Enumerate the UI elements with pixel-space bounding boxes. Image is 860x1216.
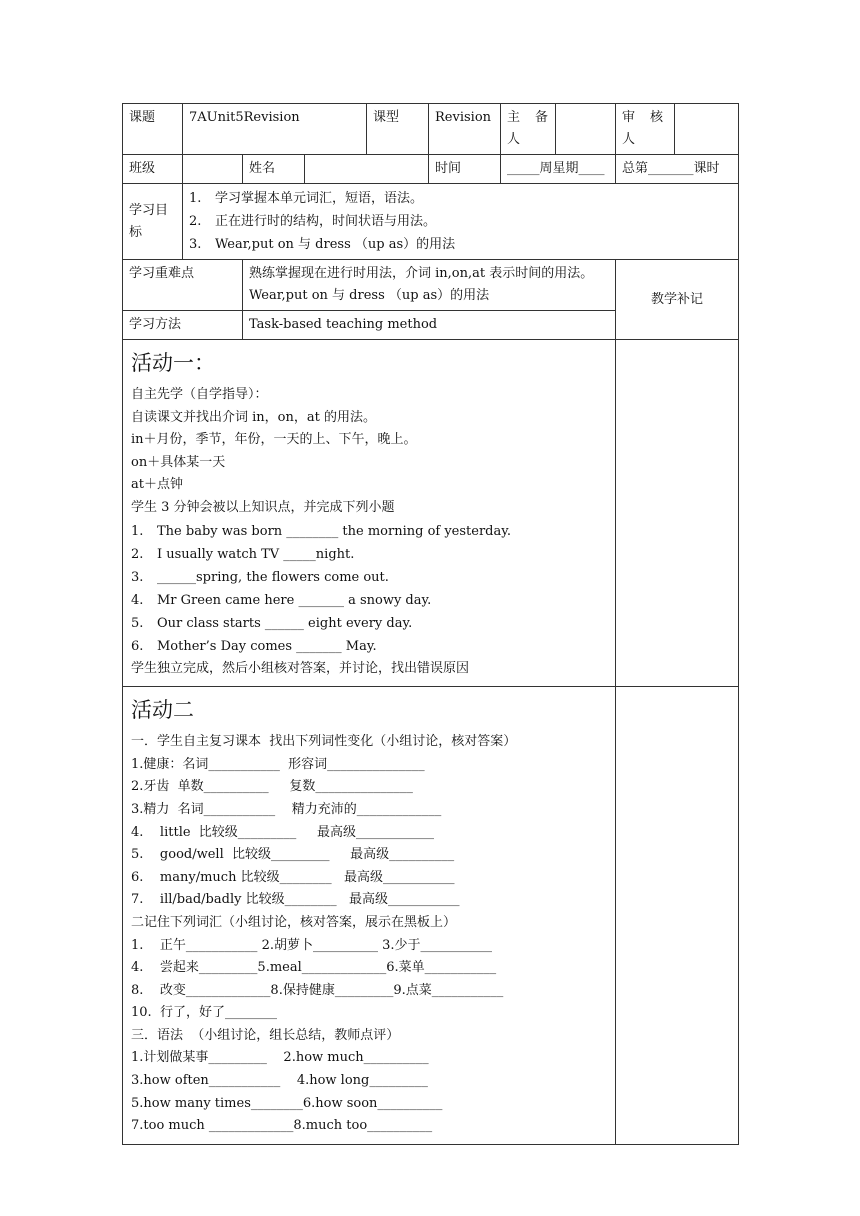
class-label: 班级 [123, 155, 183, 184]
method-value: Task-based teaching method [243, 311, 616, 340]
activity1-line: 自主先学（自学指导）： [131, 387, 268, 402]
goal-item: 1. 学习掌握本单元词汇，短语，语法。 [189, 191, 424, 206]
activity1-line: in＋月份，季节，年份，一天的上、下午，晚上。 [131, 432, 417, 448]
key-points-content: 熟练掌握现在进行时用法，介词 in,on,at 表示时间的用法。 Wear,put on 与 dress （up as）的用法 [243, 260, 616, 311]
activity1-line: 自读课文并找出介词 in，on，at 的用法。 [131, 409, 376, 425]
preparer-value [556, 104, 616, 155]
name-label: 姓名 [243, 155, 305, 184]
activity1-title: 活动一： [131, 351, 215, 375]
reviewer-label: 审 核人 [616, 104, 675, 155]
vocab-item: 1. 正午___________ 2.胡萝卜__________ 3.少于___________ [131, 937, 493, 953]
time-value: _____周星期____ [501, 155, 616, 184]
word-form-item: 2.牙齿 单数__________ 复数_______________ [131, 779, 413, 795]
method-label: 学习方法 [123, 311, 243, 340]
lesson-plan-sheet [122, 103, 738, 1145]
vocab-item: 10. 行了，好了________ [131, 1005, 277, 1021]
exercise-item: 5. Our class starts ______ eight every day. [131, 615, 413, 631]
exercise-item: 3. ______spring, the flowers come out. [131, 569, 389, 585]
preparer-label: 主 备人 [501, 104, 556, 155]
activity2-notes-cell [616, 687, 739, 1145]
grammar-item: 1.计划做某事_________ 2.how much__________ [131, 1050, 429, 1066]
activity1-line: 学生 3 分钟会被以上知识点，并完成下列小题 [131, 499, 395, 515]
topic-value: 7AUnit5Revision [183, 104, 367, 155]
goals-label: 学习目标 [123, 184, 183, 260]
teaching-notes-label: 教学补记 [616, 260, 739, 340]
grammar-item: 7.too much _____________8.much too__________ [131, 1118, 433, 1134]
goals-list [183, 184, 739, 260]
vocab-item: 8. 改变_____________8.保持健康_________9.点菜___________ [131, 982, 504, 998]
exercise-item: 4. Mr Green came here _______ a snowy day. [131, 592, 432, 608]
goal-item: 2. 正在进行时的结构，时间状语与用法。 [189, 214, 437, 229]
word-form-item: 1.健康：名词___________ 形容词_______________ [131, 756, 425, 772]
exercise-item: 1. The baby was born ________ the morning of yesterday. [131, 523, 512, 539]
word-form-item: 3.精力 名词___________ 精力充沛的_____________ [131, 801, 442, 817]
activity2-title: 活动二 [131, 698, 194, 723]
activity1-line: at＋点钟 [131, 477, 183, 493]
exercise-item: 2. I usually watch TV _____night. [131, 546, 355, 562]
vocab-item: 4. 尝起来_________5.meal_____________6.菜单___________ [131, 960, 497, 976]
activity1-footer: 学生独立完成，然后小组核对答案，并讨论，找出错误原因 [131, 660, 470, 676]
type-label: 课型 [367, 104, 429, 155]
period-value: 总第_______课时 [616, 155, 739, 184]
name-value [305, 155, 429, 184]
type-value: Revision [429, 104, 501, 155]
grammar-item: 3.how often___________ 4.how long_________ [131, 1073, 428, 1089]
topic-label: 课题 [123, 104, 183, 155]
time-label: 时间 [429, 155, 501, 184]
key-points-label: 学习重难点 [123, 260, 243, 311]
activity1-section [123, 340, 616, 687]
exercise-item: 6. Mother’s Day comes _______ May. [131, 638, 377, 654]
activity1-line: on＋具体某一天 [131, 454, 226, 470]
activity2-section3-heading: 三．语法 （小组讨论，组长总结，教师点评） [131, 1027, 400, 1043]
activity2-section1-heading: 一．学生自主复习课本 找出下列词性变化（小组讨论，核对答案） [131, 734, 517, 750]
word-form-item: 6. many/much 比较级________ 最高级___________ [131, 869, 455, 885]
activity1-notes-cell [616, 340, 739, 687]
activity2-section2-heading: 二记住下列词汇（小组讨论，核对答案，展示在黑板上） [131, 914, 457, 930]
grammar-item: 5.how many times________6.how soon__________ [131, 1095, 443, 1111]
reviewer-value [675, 104, 739, 155]
word-form-item: 4. little 比较级_________ 最高级____________ [131, 824, 434, 840]
lesson-plan-table [122, 103, 739, 1145]
class-value [183, 155, 243, 184]
word-form-item: 7. ill/bad/badly 比较级________ 最高级___________ [131, 892, 460, 908]
word-form-item: 5. good/well 比较级_________ 最高级__________ [131, 847, 455, 863]
goal-item: 3. Wear,put on 与 dress （up as）的用法 [189, 237, 456, 252]
activity2-section [123, 687, 616, 1145]
